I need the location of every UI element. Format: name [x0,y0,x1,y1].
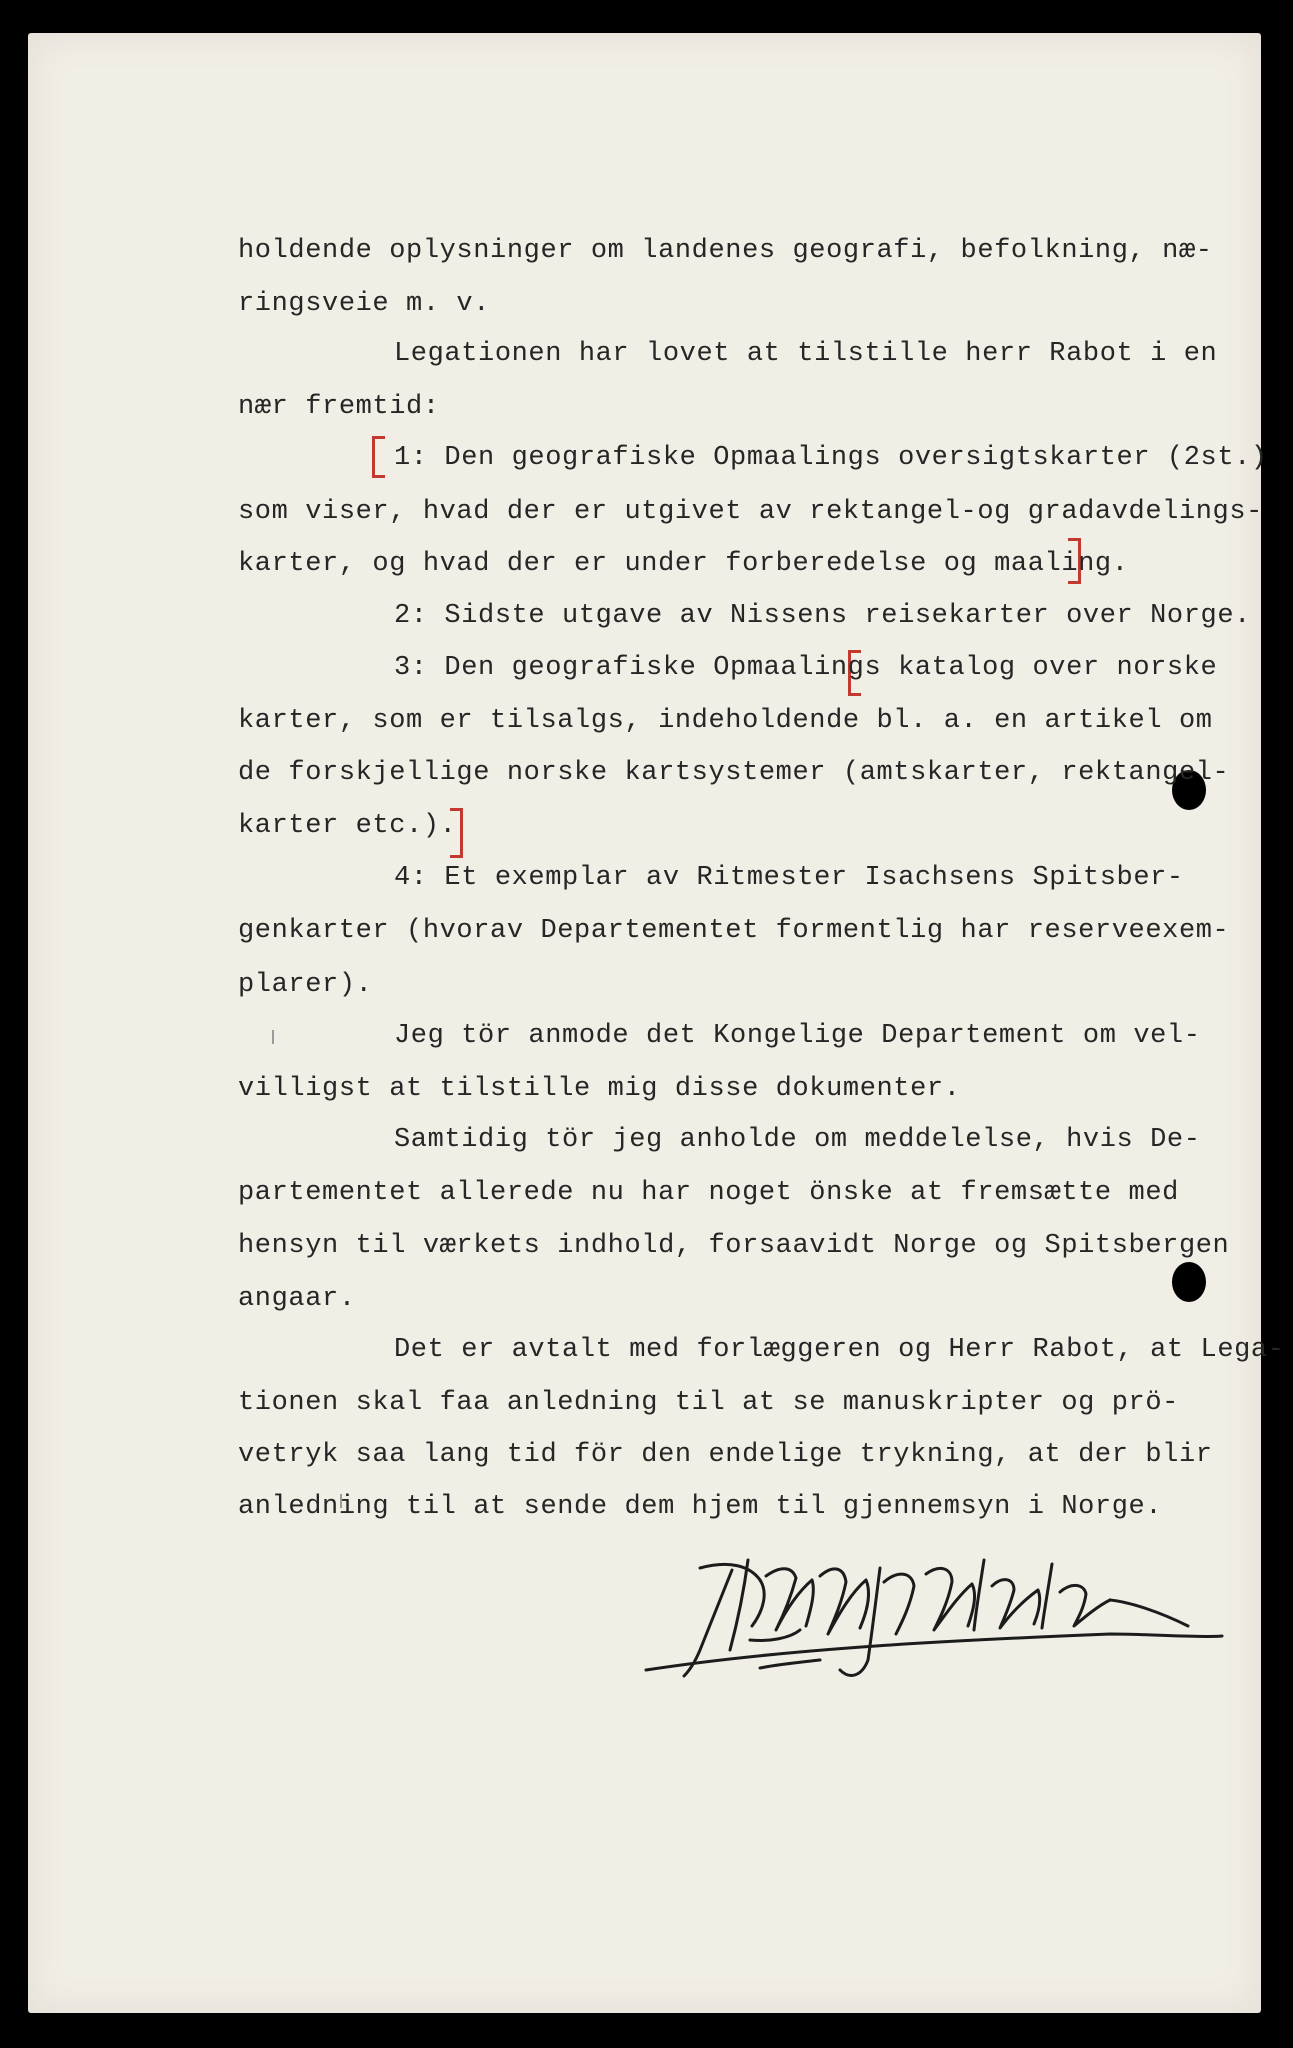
text-line: anledning til at sende dem hjem til gjennemsyn i Norge. [238,1492,1163,1522]
punch-hole-bottom [1172,1262,1206,1302]
text-line: angaar. [238,1284,356,1314]
text-line: 1: Den geografiske Opmaalings oversigtskarter (2st.) [394,443,1268,473]
red-bracket-open-1 [372,436,385,478]
signature [640,1530,1230,1690]
signature-stroke [766,1569,813,1630]
text-line: karter, som er tilsalgs, indeholdende bl. a. en artikel om [238,706,1213,736]
signature-stroke [730,1560,748,1650]
text-line: partementet allerede nu har noget önske at fremsætte med [238,1178,1179,1208]
text-line: plarer). [238,970,373,1000]
text-line: tionen skal faa anledning til at se manuskripter og prö- [238,1388,1179,1418]
signature-stroke [820,1569,868,1634]
signature-stroke [1110,1600,1188,1626]
text-line: karter, og hvad der er under forberedelse og maaling. [238,549,1129,579]
text-line: ringsveie m. v. [238,289,491,319]
signature-stroke [884,1574,914,1634]
text-line: villigst at tilstille mig disse dokumenter. [238,1074,961,1104]
text-line: 4: Et exemplar av Ritmester Isachsens Spitsber- [394,863,1184,893]
text-line: genkarter (hvorav Departementet formentlig har reserveexem- [238,916,1230,946]
signature-stroke [926,1568,975,1630]
signature-stroke [1042,1564,1052,1628]
text-line: holdende oplysninger om landenes geografi, befolkning, næ- [238,236,1213,266]
text-line: Jeg tör anmode det Kongelige Departement om vel- [394,1021,1201,1051]
text-line: vetryk saa lang tid för den endelige trykning, at der blir [238,1440,1213,1470]
margin-mark [272,1030,274,1044]
text-line: 3: Den geografiske Opmaalings katalog over norske [394,653,1218,683]
text-line: karter etc.). [238,811,457,841]
text-line: nær fremtid: [238,392,440,422]
text-line: Legationen har lovet at tilstille herr Rabot i en [394,339,1218,369]
text-line: 2: Sidste utgave av Nissens reisekarter over Norge. [394,601,1251,631]
signature-stroke [760,1660,820,1668]
text-line: Det er avtalt med forlæggeren og Herr Rabot, at Lega- [394,1335,1285,1365]
text-line: som viser, hvad der er utgivet av rektangel-og gradavdelings- [238,497,1263,527]
signature-stroke [1060,1585,1110,1626]
signature-stroke [992,1580,1040,1628]
text-line: de forskjellige norske kartsystemer (amtskarter, rektangel- [238,758,1230,788]
text-line: hensyn til værkets indhold, forsaavidt Norge og Spitsbergen [238,1231,1230,1261]
text-line: Samtidig tör jeg anholde om meddelelse, hvis De- [394,1125,1201,1155]
signature-stroke [750,1630,800,1641]
